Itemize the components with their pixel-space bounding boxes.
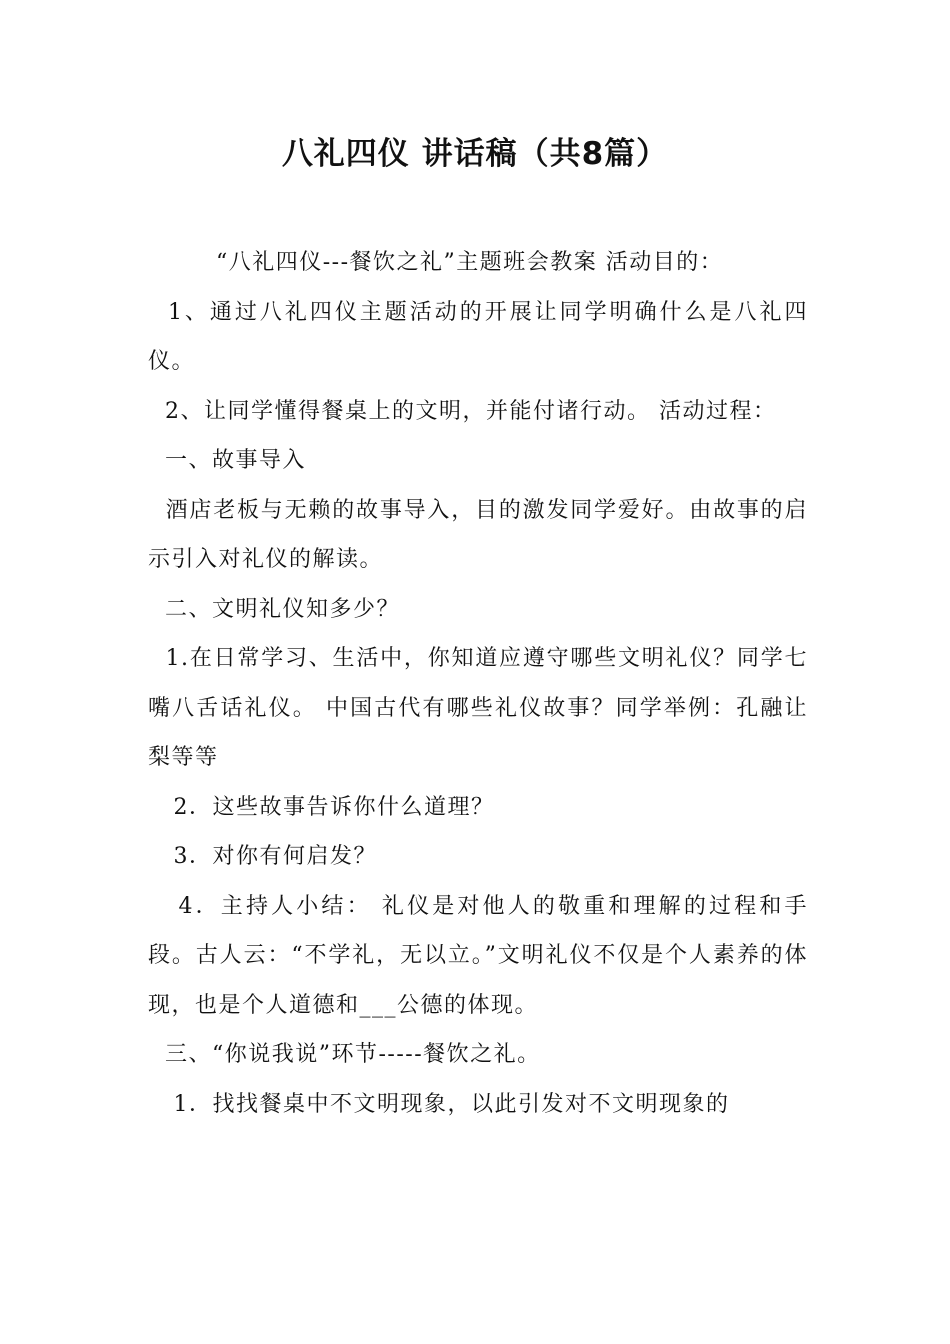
section-heading-etiquette: 二、文明礼仪知多少？ [148, 596, 401, 622]
paragraph-story: 酒店老板与无赖的故事导入，目的激发同学爱好。由故事的启示引入对礼仪的解读。 [148, 497, 808, 572]
paragraph-item-3: 3．对你有何启发？ [148, 844, 377, 869]
paragraph-goal-1: 1、通过八礼四仪主题活动的开展让同学明确什么是八礼四仪。 [148, 299, 808, 374]
section-heading-dining: 三、“你说我说”环节-----餐饮之礼。 [148, 1042, 541, 1067]
paragraph-item-4: 4．主持人小结： 礼仪是对他人的敬重和理解的过程和手段。古人云：“不学礼，无以立。”文明礼仪不仅是个人素养的体现，也是个人道德和___公德的体现。 [148, 893, 808, 1018]
document-title: 八礼四仪 讲话稿（共8篇） [281, 136, 669, 172]
paragraph-dining-1: 1．找找餐桌中不文明现象，以此引发对不文明现象的 [148, 1091, 730, 1117]
document-body [148, 238, 808, 1129]
paragraph-item-1: 1.在日常学习、生活中，你知道应遵守哪些文明礼仪？同学七嘴八舌话礼仪。 中国古代有哪些礼仪故事？同学举例：孔融让梨等等 [148, 646, 808, 770]
paragraph-item-2: 2．这些故事告诉你什么道理？ [148, 794, 495, 820]
paragraph-intro: “八礼四仪---餐饮之礼”主题班会教案 活动目的： [148, 250, 724, 275]
paragraph-goal-2: 2、让同学懂得餐桌上的文明，并能付诸行动。 活动过程： [148, 398, 777, 424]
section-heading-story: 一、故事导入 [148, 448, 307, 473]
